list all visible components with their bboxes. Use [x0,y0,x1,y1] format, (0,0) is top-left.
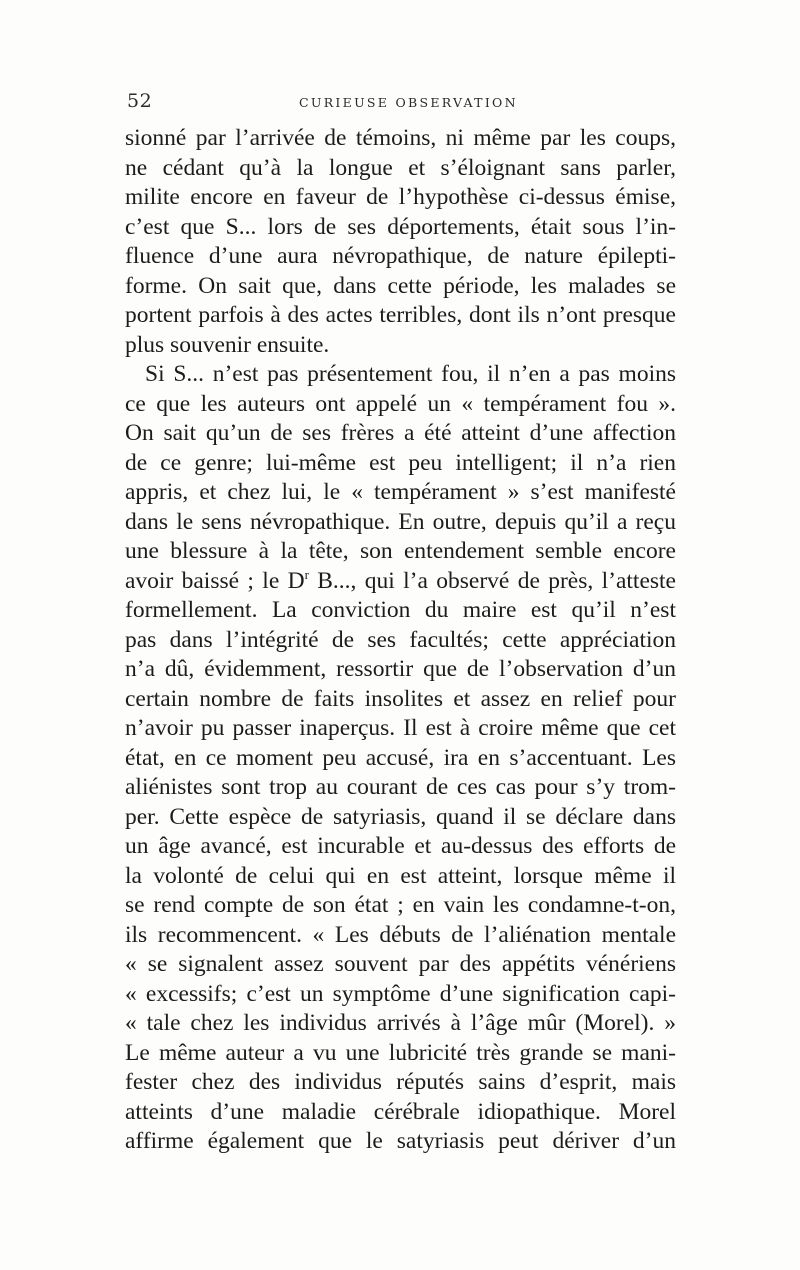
text-line: état, en ce moment peu accusé, ira en s’accentuant. Les [125,744,676,771]
text-line: la volonté de celui qui en est atteint, lorsque même il [125,862,676,889]
text-line: milite encore en faveur de l’hypothèse ci-dessus émise, [125,184,676,210]
text-line: Le même auteur a vu une lubricité très grande se mani- [125,1039,676,1066]
text-line: n’avoir pu passer inaperçus. Il est à croire même que cet [125,715,676,741]
text-line: un âge avancé, est incurable et au-dessus des efforts de [125,833,676,859]
text-line: c’est que S... lors de ses déportements, était sous l’in- [125,213,676,240]
text-line: ne cédant qu’à la longue et s’éloignant sans parler, [125,154,676,181]
text-line: pas dans l’intégrité de ses facultés; cette appréciation [125,626,676,653]
text-line: per. Cette espèce de satyriasis, quand il se déclare dans [125,803,676,830]
text-line: « se signalent assez souvent par des appétits vénériens [125,951,676,977]
text-line: sionné par l’arrivée de témoins, ni même par les coups, [125,125,676,151]
text-line: certain nombre de faits insolites et assez en relief pour [125,685,676,712]
text-line: On sait qu’un de ses frères a été atteint d’une affection [125,420,676,446]
text-line: « excessifs; c’est un symptôme d’une signification capi- [125,980,676,1007]
text-line: appris, et chez lui, le « tempérament » s’est manifesté [125,479,676,505]
text-line: fluence d’une aura névropathique, de nature épilepti- [125,243,676,269]
page-header [125,90,676,118]
text-line: ils recommencent. « Les débuts de l’aliénation mentale [125,921,676,948]
text-line: ce que les auteurs ont appelé un « tempérament fou ». [125,390,676,417]
text-line: fester chez des individus réputés sains d’esprit, mais [125,1069,676,1095]
text-line: formellement. La conviction du maire est qu’il n’est [125,597,676,623]
text-segment: B..., qui l’a observé de près, l’atteste [308,567,676,594]
text-line: une blessure à la tête, son entendement semble encore [125,538,676,564]
text-line: n’a dû, évidemment, ressortir que de l’observation d’un [125,656,676,682]
body-text [125,124,676,1157]
text-line: Si S... n’est pas présentement fou, il n’en a pas moins [145,361,676,387]
paragraph-1 [125,124,676,360]
superscript: r [304,566,309,582]
text-line: portent parfois à des actes terribles, dont ils n’ont presque [125,302,676,328]
text-line: affirme également que le satyriasis peut dériver d’un [125,1128,676,1154]
text-line: de ce genre; lui-même est peu intelligent; il n’a rien [125,449,676,476]
text-line: atteints d’une maladie cérébrale idiopathique. Morel [125,1098,676,1125]
text-segment: avoir baissé ; le D [125,567,305,594]
text-line: se rend compte de son état ; en vain les condamne-t-on, [125,892,676,918]
text-line: aliénistes sont trop au courant de ces cas pour s’y trom- [125,774,676,800]
text-line: plus souvenir ensuite. [125,331,330,358]
text-line: forme. On sait que, dans cette période, les malades se [125,272,676,299]
text-line: « tale chez les individus arrivés à l’âge mûr (Morel). » [125,1010,676,1036]
text-line: dans le sens névropathique. En outre, depuis qu’il a reçu [125,508,676,535]
text-line-with-superscript [125,567,676,597]
page-number: 52 [127,90,153,112]
paragraph-2 [125,360,676,1157]
running-title: CURIEUSE OBSERVATION [299,95,518,110]
